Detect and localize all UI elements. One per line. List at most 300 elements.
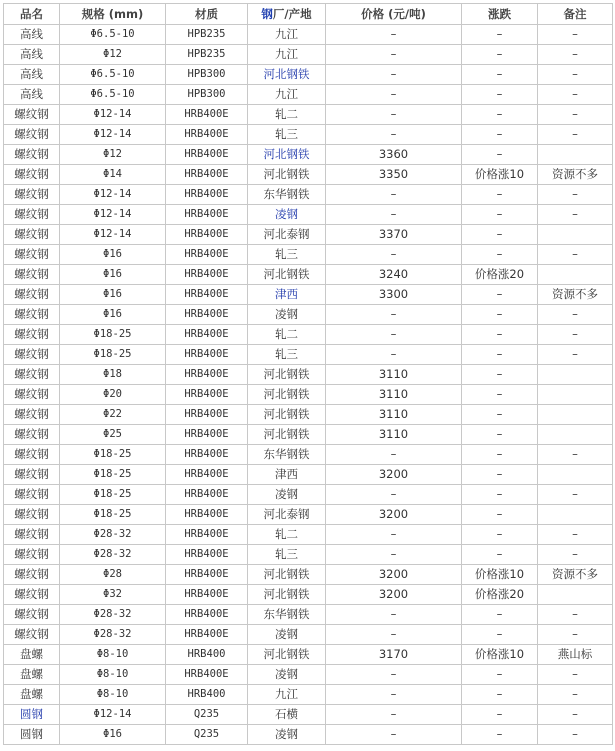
table-row bbox=[4, 705, 613, 725]
cell-spec: Φ14 bbox=[60, 165, 166, 185]
cell-factory[interactable]: 河北钢铁 bbox=[248, 145, 326, 165]
cell-name: 螺纹钢 bbox=[4, 525, 60, 545]
cell-price: – bbox=[326, 105, 462, 125]
cell-spec: Φ8-10 bbox=[60, 685, 166, 705]
table-row bbox=[4, 465, 613, 485]
cell-factory: 九江 bbox=[248, 85, 326, 105]
steel-price-table bbox=[3, 3, 613, 745]
table-row bbox=[4, 605, 613, 625]
table-row bbox=[4, 205, 613, 225]
cell-spec: Φ28-32 bbox=[60, 545, 166, 565]
cell-factory: 河北钢铁 bbox=[248, 645, 326, 665]
header-material: 材质 bbox=[166, 4, 248, 25]
cell-material: HRB400E bbox=[166, 405, 248, 425]
cell-price: – bbox=[326, 485, 462, 505]
cell-name: 高线 bbox=[4, 45, 60, 65]
cell-change: – bbox=[462, 485, 538, 505]
table-row bbox=[4, 645, 613, 665]
cell-factory: 轧二 bbox=[248, 325, 326, 345]
cell-factory: 东华钢铁 bbox=[248, 445, 326, 465]
table-row bbox=[4, 85, 613, 105]
table-row bbox=[4, 685, 613, 705]
cell-factory: 轧三 bbox=[248, 345, 326, 365]
cell-material: HRB400E bbox=[166, 365, 248, 385]
cell-factory[interactable]: 津西 bbox=[248, 285, 326, 305]
cell-note bbox=[538, 365, 613, 385]
cell-note: – bbox=[538, 485, 613, 505]
cell-change: – bbox=[462, 385, 538, 405]
cell-factory: 津西 bbox=[248, 465, 326, 485]
cell-note: – bbox=[538, 105, 613, 125]
cell-price: – bbox=[326, 325, 462, 345]
cell-material: HRB400E bbox=[166, 145, 248, 165]
cell-spec: Φ20 bbox=[60, 385, 166, 405]
cell-price: 3110 bbox=[326, 405, 462, 425]
cell-price: – bbox=[326, 25, 462, 45]
table-row bbox=[4, 485, 613, 505]
table-row bbox=[4, 385, 613, 405]
cell-spec: Φ16 bbox=[60, 305, 166, 325]
cell-name: 螺纹钢 bbox=[4, 325, 60, 345]
cell-price: – bbox=[326, 85, 462, 105]
cell-price: 3200 bbox=[326, 565, 462, 585]
cell-spec: Φ16 bbox=[60, 265, 166, 285]
cell-change: 价格涨10 bbox=[462, 645, 538, 665]
cell-name: 螺纹钢 bbox=[4, 185, 60, 205]
table-row bbox=[4, 525, 613, 545]
table-row bbox=[4, 505, 613, 525]
cell-note: – bbox=[538, 305, 613, 325]
table-row bbox=[4, 265, 613, 285]
cell-price: – bbox=[326, 445, 462, 465]
cell-note: – bbox=[538, 685, 613, 705]
cell-spec: Φ28-32 bbox=[60, 525, 166, 545]
cell-price: 3200 bbox=[326, 465, 462, 485]
cell-factory: 九江 bbox=[248, 25, 326, 45]
cell-change: – bbox=[462, 185, 538, 205]
cell-name: 螺纹钢 bbox=[4, 125, 60, 145]
cell-price: – bbox=[326, 185, 462, 205]
cell-name: 高线 bbox=[4, 65, 60, 85]
table-row bbox=[4, 585, 613, 605]
table-row bbox=[4, 625, 613, 645]
cell-name[interactable]: 圆钢 bbox=[4, 705, 60, 725]
cell-material: HRB400E bbox=[166, 265, 248, 285]
cell-name: 螺纹钢 bbox=[4, 465, 60, 485]
cell-change: – bbox=[462, 465, 538, 485]
table-row bbox=[4, 65, 613, 85]
cell-change: – bbox=[462, 65, 538, 85]
cell-price: – bbox=[326, 125, 462, 145]
table-row bbox=[4, 245, 613, 265]
cell-spec: Φ6.5-10 bbox=[60, 85, 166, 105]
table-row bbox=[4, 45, 613, 65]
table-row bbox=[4, 165, 613, 185]
cell-note: – bbox=[538, 325, 613, 345]
table-row bbox=[4, 325, 613, 345]
cell-factory: 河北钢铁 bbox=[248, 405, 326, 425]
cell-change: – bbox=[462, 305, 538, 325]
table-row bbox=[4, 445, 613, 465]
table-row bbox=[4, 665, 613, 685]
cell-note: 资源不多 bbox=[538, 165, 613, 185]
cell-change: 价格涨20 bbox=[462, 265, 538, 285]
cell-material: HRB400E bbox=[166, 165, 248, 185]
cell-factory: 九江 bbox=[248, 45, 326, 65]
cell-spec: Φ28-32 bbox=[60, 605, 166, 625]
header-factory bbox=[248, 4, 326, 25]
table-row bbox=[4, 105, 613, 125]
cell-note bbox=[538, 465, 613, 485]
cell-name: 螺纹钢 bbox=[4, 345, 60, 365]
cell-material: HRB400E bbox=[166, 125, 248, 145]
header-note: 备注 bbox=[538, 4, 613, 25]
cell-material: HRB400 bbox=[166, 685, 248, 705]
table-row bbox=[4, 125, 613, 145]
cell-factory: 河北泰钢 bbox=[248, 505, 326, 525]
cell-spec: Φ6.5-10 bbox=[60, 25, 166, 45]
cell-note: – bbox=[538, 665, 613, 685]
cell-change: 价格涨10 bbox=[462, 565, 538, 585]
cell-spec: Φ18-25 bbox=[60, 345, 166, 365]
table-row bbox=[4, 725, 613, 745]
cell-note: 燕山标 bbox=[538, 645, 613, 665]
cell-change: – bbox=[462, 725, 538, 745]
cell-change: – bbox=[462, 625, 538, 645]
cell-material: HRB400E bbox=[166, 325, 248, 345]
cell-material: HRB400E bbox=[166, 465, 248, 485]
cell-name: 螺纹钢 bbox=[4, 265, 60, 285]
cell-change: – bbox=[462, 425, 538, 445]
cell-spec: Φ18-25 bbox=[60, 505, 166, 525]
cell-material: HRB400E bbox=[166, 345, 248, 365]
cell-price: – bbox=[326, 345, 462, 365]
cell-spec: Φ12-14 bbox=[60, 105, 166, 125]
cell-change: – bbox=[462, 145, 538, 165]
header-factory-em: 钢 bbox=[261, 6, 273, 21]
cell-change: – bbox=[462, 705, 538, 725]
cell-spec: Φ18 bbox=[60, 365, 166, 385]
cell-name: 螺纹钢 bbox=[4, 145, 60, 165]
cell-material: HPB300 bbox=[166, 85, 248, 105]
cell-note bbox=[538, 585, 613, 605]
cell-material: HRB400E bbox=[166, 485, 248, 505]
cell-note: – bbox=[538, 725, 613, 745]
cell-factory: 凌钢 bbox=[248, 625, 326, 645]
cell-price: 3110 bbox=[326, 365, 462, 385]
cell-price: – bbox=[326, 245, 462, 265]
cell-factory: 石横 bbox=[248, 705, 326, 725]
cell-price: – bbox=[326, 665, 462, 685]
cell-factory: 轧三 bbox=[248, 545, 326, 565]
header-spec: 规格 (mm) bbox=[60, 4, 166, 25]
cell-spec: Φ25 bbox=[60, 425, 166, 445]
cell-spec: Φ28-32 bbox=[60, 625, 166, 645]
table-row bbox=[4, 425, 613, 445]
cell-material: HPB235 bbox=[166, 25, 248, 45]
header-name: 品名 bbox=[4, 4, 60, 25]
cell-factory: 河北钢铁 bbox=[248, 165, 326, 185]
cell-factory: 凌钢 bbox=[248, 305, 326, 325]
cell-change: – bbox=[462, 325, 538, 345]
cell-spec: Φ8-10 bbox=[60, 645, 166, 665]
cell-change: – bbox=[462, 545, 538, 565]
cell-note: 资源不多 bbox=[538, 565, 613, 585]
cell-note bbox=[538, 225, 613, 245]
cell-change: – bbox=[462, 205, 538, 225]
cell-material: HRB400E bbox=[166, 245, 248, 265]
cell-name: 高线 bbox=[4, 85, 60, 105]
cell-material: HRB400E bbox=[166, 285, 248, 305]
cell-spec: Φ16 bbox=[60, 725, 166, 745]
cell-price: – bbox=[326, 725, 462, 745]
cell-price: 3300 bbox=[326, 285, 462, 305]
header-factory-rest: 厂/产地 bbox=[272, 6, 312, 21]
cell-material: HRB400E bbox=[166, 545, 248, 565]
cell-spec: Φ18-25 bbox=[60, 485, 166, 505]
header-change: 涨跌 bbox=[462, 4, 538, 25]
cell-factory: 河北钢铁 bbox=[248, 585, 326, 605]
cell-spec: Φ12 bbox=[60, 45, 166, 65]
cell-material: HRB400E bbox=[166, 565, 248, 585]
cell-material: HPB300 bbox=[166, 65, 248, 85]
cell-factory: 九江 bbox=[248, 685, 326, 705]
cell-note: – bbox=[538, 65, 613, 85]
cell-name: 圆钢 bbox=[4, 725, 60, 745]
cell-price: – bbox=[326, 65, 462, 85]
cell-factory: 轧三 bbox=[248, 245, 326, 265]
cell-spec: Φ12-14 bbox=[60, 225, 166, 245]
cell-factory[interactable]: 河北钢铁 bbox=[248, 65, 326, 85]
cell-name: 螺纹钢 bbox=[4, 445, 60, 465]
cell-price: 3240 bbox=[326, 265, 462, 285]
cell-price: – bbox=[326, 625, 462, 645]
cell-price: 3110 bbox=[326, 385, 462, 405]
cell-factory: 凌钢 bbox=[248, 725, 326, 745]
cell-factory: 凌钢 bbox=[248, 665, 326, 685]
cell-factory: 河北钢铁 bbox=[248, 565, 326, 585]
cell-name: 盘螺 bbox=[4, 645, 60, 665]
cell-note: – bbox=[538, 545, 613, 565]
cell-material: HRB400E bbox=[166, 625, 248, 645]
cell-price: – bbox=[326, 605, 462, 625]
cell-name: 螺纹钢 bbox=[4, 485, 60, 505]
cell-note: – bbox=[538, 705, 613, 725]
cell-name: 螺纹钢 bbox=[4, 105, 60, 125]
cell-note: – bbox=[538, 445, 613, 465]
cell-name: 螺纹钢 bbox=[4, 365, 60, 385]
cell-spec: Φ12-14 bbox=[60, 705, 166, 725]
cell-note: – bbox=[538, 125, 613, 145]
cell-factory: 轧二 bbox=[248, 525, 326, 545]
cell-material: Q235 bbox=[166, 705, 248, 725]
cell-note bbox=[538, 145, 613, 165]
cell-factory: 东华钢铁 bbox=[248, 185, 326, 205]
cell-note: – bbox=[538, 345, 613, 365]
cell-note: – bbox=[538, 45, 613, 65]
cell-note bbox=[538, 385, 613, 405]
cell-note: – bbox=[538, 205, 613, 225]
table-row bbox=[4, 285, 613, 305]
cell-name: 螺纹钢 bbox=[4, 205, 60, 225]
header-price: 价格 (元/吨) bbox=[326, 4, 462, 25]
cell-spec: Φ16 bbox=[60, 245, 166, 265]
cell-name: 螺纹钢 bbox=[4, 385, 60, 405]
cell-factory[interactable]: 凌钢 bbox=[248, 205, 326, 225]
cell-material: HPB235 bbox=[166, 45, 248, 65]
cell-price: 3200 bbox=[326, 585, 462, 605]
table-row bbox=[4, 145, 613, 165]
cell-material: HRB400E bbox=[166, 585, 248, 605]
cell-material: HRB400E bbox=[166, 305, 248, 325]
cell-change: – bbox=[462, 125, 538, 145]
cell-price: 3110 bbox=[326, 425, 462, 445]
table-body bbox=[4, 25, 613, 745]
table-row bbox=[4, 565, 613, 585]
cell-note: – bbox=[538, 245, 613, 265]
cell-name: 高线 bbox=[4, 25, 60, 45]
cell-name: 盘螺 bbox=[4, 685, 60, 705]
cell-name: 螺纹钢 bbox=[4, 565, 60, 585]
cell-material: HRB400E bbox=[166, 205, 248, 225]
cell-price: – bbox=[326, 305, 462, 325]
cell-note: 资源不多 bbox=[538, 285, 613, 305]
cell-name: 螺纹钢 bbox=[4, 245, 60, 265]
cell-note: – bbox=[538, 25, 613, 45]
cell-change: – bbox=[462, 225, 538, 245]
cell-factory: 河北钢铁 bbox=[248, 385, 326, 405]
cell-spec: Φ16 bbox=[60, 285, 166, 305]
cell-change: – bbox=[462, 665, 538, 685]
cell-spec: Φ18-25 bbox=[60, 465, 166, 485]
cell-change: – bbox=[462, 345, 538, 365]
cell-change: – bbox=[462, 505, 538, 525]
cell-change: – bbox=[462, 525, 538, 545]
cell-change: – bbox=[462, 25, 538, 45]
cell-factory: 河北钢铁 bbox=[248, 265, 326, 285]
table-row bbox=[4, 545, 613, 565]
cell-spec: Φ12-14 bbox=[60, 185, 166, 205]
cell-material: HRB400E bbox=[166, 225, 248, 245]
cell-name: 螺纹钢 bbox=[4, 305, 60, 325]
cell-material: HRB400E bbox=[166, 665, 248, 685]
cell-spec: Φ22 bbox=[60, 405, 166, 425]
table-row bbox=[4, 225, 613, 245]
cell-change: – bbox=[462, 365, 538, 385]
cell-material: HRB400E bbox=[166, 605, 248, 625]
cell-spec: Φ28 bbox=[60, 565, 166, 585]
cell-price: – bbox=[326, 685, 462, 705]
cell-spec: Φ12 bbox=[60, 145, 166, 165]
cell-note bbox=[538, 265, 613, 285]
cell-material: HRB400E bbox=[166, 445, 248, 465]
cell-spec: Φ32 bbox=[60, 585, 166, 605]
cell-material: HRB400 bbox=[166, 645, 248, 665]
cell-spec: Φ18-25 bbox=[60, 325, 166, 345]
cell-material: HRB400E bbox=[166, 505, 248, 525]
cell-change: – bbox=[462, 245, 538, 265]
cell-price: – bbox=[326, 45, 462, 65]
cell-change: – bbox=[462, 605, 538, 625]
cell-spec: Φ8-10 bbox=[60, 665, 166, 685]
cell-change: 价格涨20 bbox=[462, 585, 538, 605]
cell-change: – bbox=[462, 685, 538, 705]
cell-material: HRB400E bbox=[166, 425, 248, 445]
cell-factory: 河北钢铁 bbox=[248, 425, 326, 445]
cell-price: – bbox=[326, 525, 462, 545]
cell-name: 螺纹钢 bbox=[4, 285, 60, 305]
cell-name: 螺纹钢 bbox=[4, 605, 60, 625]
cell-change: – bbox=[462, 105, 538, 125]
table-row bbox=[4, 405, 613, 425]
cell-spec: Φ12-14 bbox=[60, 205, 166, 225]
cell-note bbox=[538, 505, 613, 525]
cell-name: 螺纹钢 bbox=[4, 225, 60, 245]
cell-note: – bbox=[538, 185, 613, 205]
cell-name: 螺纹钢 bbox=[4, 585, 60, 605]
cell-material: HRB400E bbox=[166, 185, 248, 205]
cell-note bbox=[538, 425, 613, 445]
cell-name: 螺纹钢 bbox=[4, 625, 60, 645]
cell-price: 3170 bbox=[326, 645, 462, 665]
cell-price: – bbox=[326, 545, 462, 565]
table-row bbox=[4, 345, 613, 365]
cell-price: 3350 bbox=[326, 165, 462, 185]
cell-note: – bbox=[538, 525, 613, 545]
cell-name: 螺纹钢 bbox=[4, 505, 60, 525]
cell-spec: Φ12-14 bbox=[60, 125, 166, 145]
cell-name: 螺纹钢 bbox=[4, 425, 60, 445]
table-row bbox=[4, 365, 613, 385]
cell-price: 3200 bbox=[326, 505, 462, 525]
cell-factory: 东华钢铁 bbox=[248, 605, 326, 625]
cell-name: 螺纹钢 bbox=[4, 545, 60, 565]
cell-note: – bbox=[538, 605, 613, 625]
table-row bbox=[4, 185, 613, 205]
cell-change: – bbox=[462, 445, 538, 465]
cell-material: HRB400E bbox=[166, 105, 248, 125]
cell-price: – bbox=[326, 705, 462, 725]
cell-material: HRB400E bbox=[166, 525, 248, 545]
cell-note: – bbox=[538, 85, 613, 105]
cell-price: – bbox=[326, 205, 462, 225]
cell-material: Q235 bbox=[166, 725, 248, 745]
cell-price: 3370 bbox=[326, 225, 462, 245]
cell-price: 3360 bbox=[326, 145, 462, 165]
cell-name: 螺纹钢 bbox=[4, 165, 60, 185]
cell-spec: Φ6.5-10 bbox=[60, 65, 166, 85]
cell-note bbox=[538, 405, 613, 425]
header-row bbox=[4, 4, 613, 25]
cell-note: – bbox=[538, 625, 613, 645]
table-row bbox=[4, 305, 613, 325]
cell-name: 螺纹钢 bbox=[4, 405, 60, 425]
cell-change: 价格涨10 bbox=[462, 165, 538, 185]
cell-change: – bbox=[462, 285, 538, 305]
cell-factory: 轧二 bbox=[248, 105, 326, 125]
cell-factory: 凌钢 bbox=[248, 485, 326, 505]
cell-material: HRB400E bbox=[166, 385, 248, 405]
cell-change: – bbox=[462, 85, 538, 105]
cell-change: – bbox=[462, 45, 538, 65]
cell-factory: 河北泰钢 bbox=[248, 225, 326, 245]
cell-change: – bbox=[462, 405, 538, 425]
table-row bbox=[4, 25, 613, 45]
cell-name: 盘螺 bbox=[4, 665, 60, 685]
cell-spec: Φ18-25 bbox=[60, 445, 166, 465]
cell-factory: 河北钢铁 bbox=[248, 365, 326, 385]
cell-factory: 轧三 bbox=[248, 125, 326, 145]
